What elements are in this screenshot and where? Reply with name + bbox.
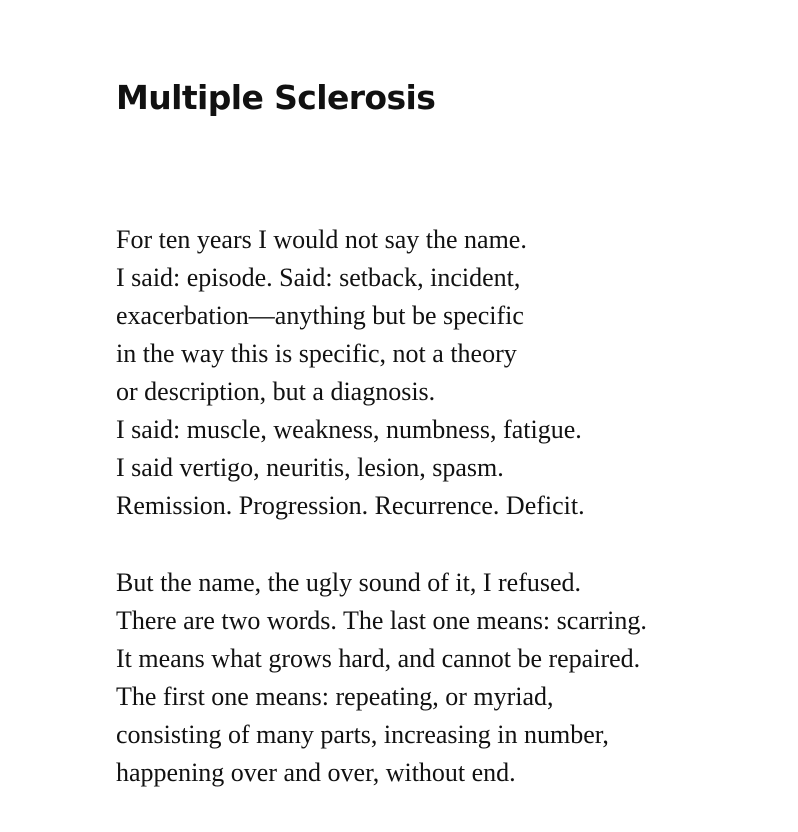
poem-line: I said: muscle, weakness, numbness, fatigue.: [116, 415, 582, 444]
poem-line: For ten years I would not say the name.: [116, 225, 527, 254]
poem-line: It means what grows hard, and cannot be repaired.: [116, 644, 641, 673]
poem-title: Multiple Sclerosis: [116, 78, 436, 117]
poem-line: I said: episode. Said: setback, incident,: [116, 263, 521, 292]
poem-line: or description, but a diagnosis.: [116, 377, 436, 406]
poem-line: happening over and over, without end.: [116, 758, 516, 787]
stanza-1: [116, 221, 585, 525]
poem-line: in the way this is specific, not a theory: [116, 339, 517, 368]
poem-line: consisting of many parts, increasing in number,: [116, 720, 609, 749]
stanza-2: [116, 564, 647, 792]
poem-line: exacerbation—anything but be specific: [116, 301, 524, 330]
poem-line: But the name, the ugly sound of it, I refused.: [116, 568, 582, 597]
poem-line: Remission. Progression. Recurrence. Deficit.: [116, 491, 585, 520]
poem-line: I said vertigo, neuritis, lesion, spasm.: [116, 453, 504, 482]
poem-line: The first one means: repeating, or myriad,: [116, 682, 554, 711]
poem-line: There are two words. The last one means: scarring.: [116, 606, 647, 635]
